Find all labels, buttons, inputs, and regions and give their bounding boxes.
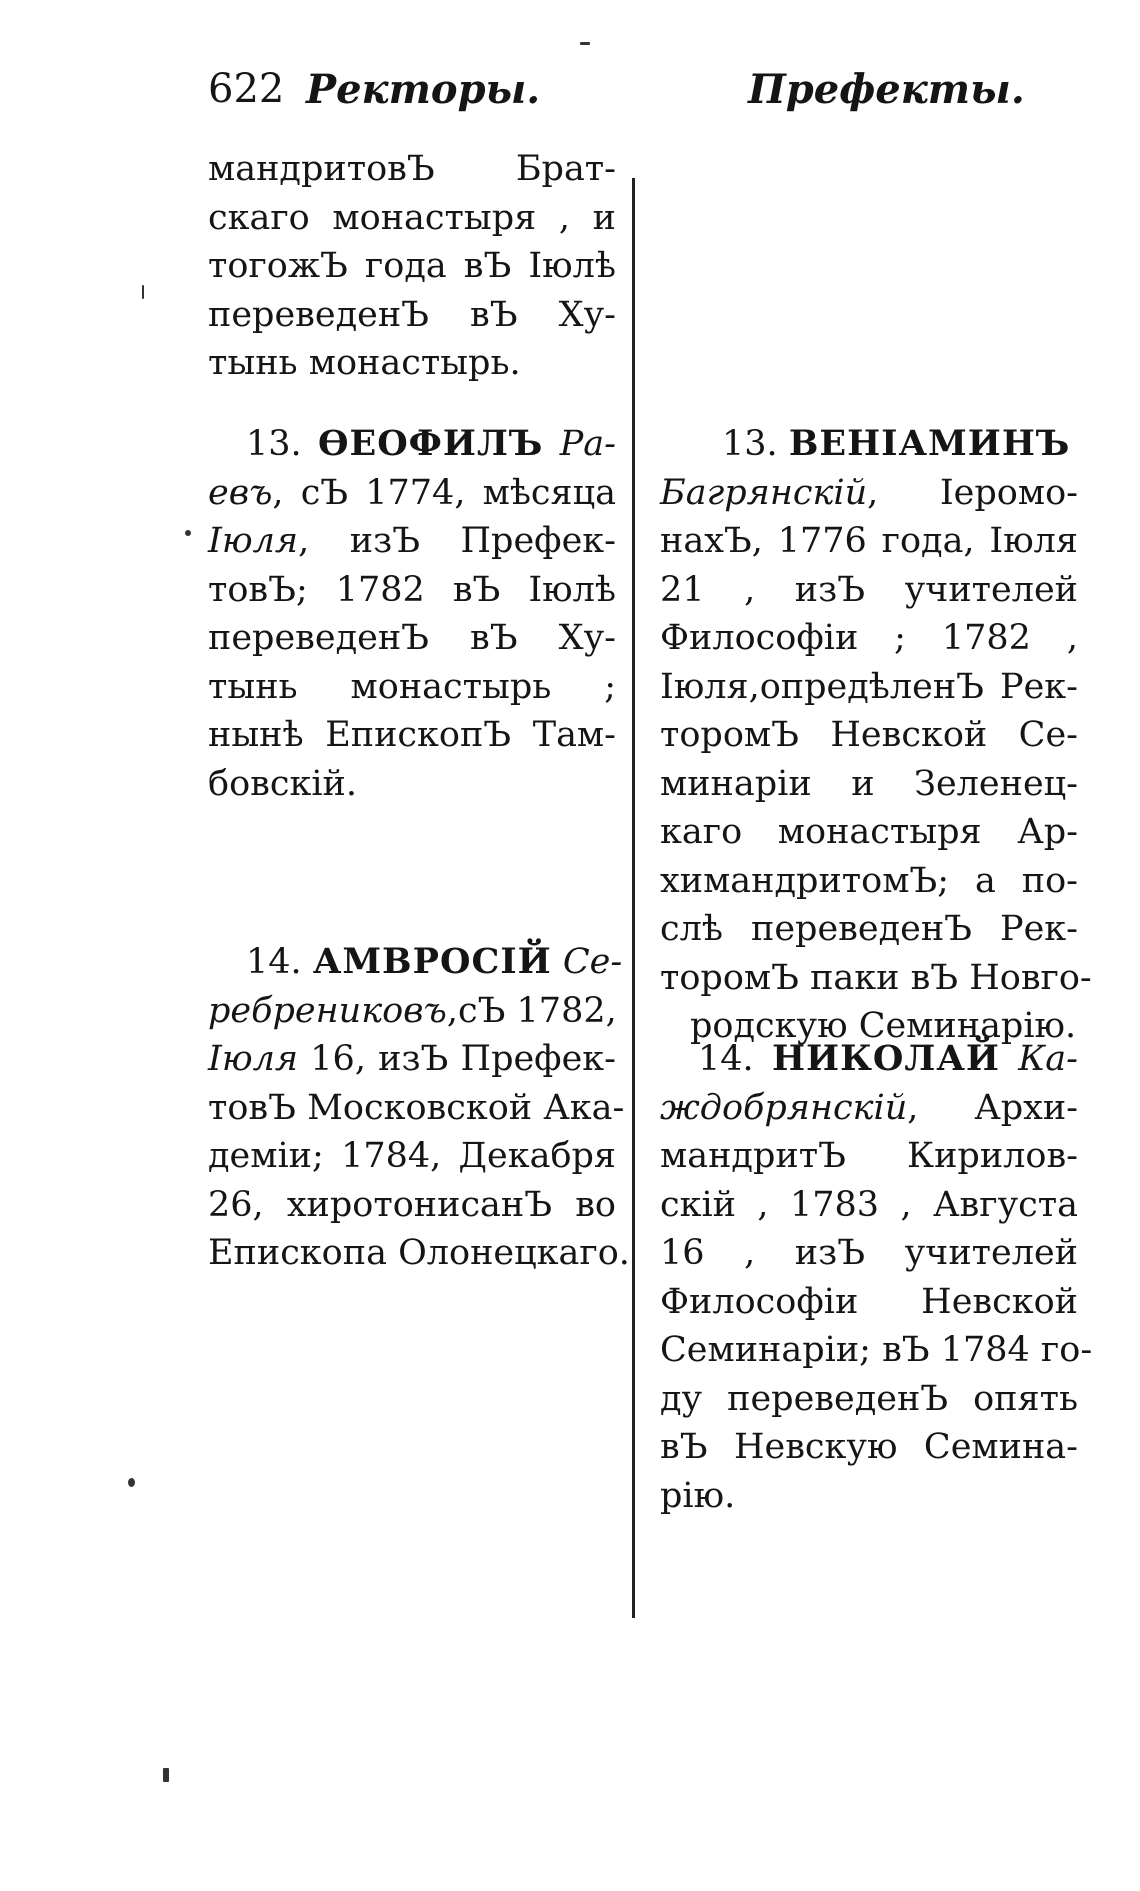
entry-number: 14. bbox=[246, 942, 302, 982]
text-line bbox=[208, 987, 616, 1036]
ink-speck bbox=[142, 285, 144, 299]
text-line: тогожЪ года вЪ Іюлѣ bbox=[208, 246, 616, 286]
entry-number: 14. bbox=[698, 1039, 754, 1079]
ink-speck bbox=[580, 42, 590, 45]
plain-text: ,сЪ 1782, bbox=[446, 990, 617, 1031]
text-line: переведенЪ вЪ Ху- bbox=[208, 618, 616, 658]
text-line: каго монастыря Ар- bbox=[660, 812, 1078, 852]
text-line: Іюля,опредѣленЪ Рек- bbox=[660, 666, 1078, 707]
right-column-title: Префекты. bbox=[748, 66, 1025, 113]
italic-text: ребрениковъ bbox=[208, 990, 447, 1031]
text-line: мандритЪ Кирилов- bbox=[660, 1136, 1078, 1176]
column-divider bbox=[632, 178, 635, 1618]
text-line: тынь монастырь ; bbox=[208, 666, 616, 707]
text-line: Философіи Невской bbox=[660, 1281, 1078, 1322]
text-line: деміи; 1784, Декабря bbox=[208, 1136, 616, 1176]
plain-text: , сЪ 1774, мѣсяца bbox=[272, 472, 616, 513]
text-line: переведенЪ вЪ Ху- bbox=[208, 294, 616, 335]
text-line: товЪ; 1782 вЪ Іюлѣ bbox=[208, 569, 616, 610]
text-line: 16 , изЪ учителей bbox=[660, 1233, 1078, 1273]
text-line: товЪ Московской Ака- bbox=[208, 1087, 625, 1128]
text-line: бовскій. bbox=[208, 763, 357, 804]
plain-text: , Архи- bbox=[907, 1087, 1078, 1128]
text-line: нахЪ, 1776 года, Іюля bbox=[660, 521, 1078, 561]
plain-text: 16, изЪ Префек- bbox=[298, 1039, 616, 1079]
text-line: 26, хиротонисанЪ во bbox=[208, 1184, 616, 1225]
plain-text: , изЪ Префек- bbox=[298, 521, 616, 561]
page-number: 622 bbox=[208, 66, 285, 112]
text-line: торомЪ Невской Се- bbox=[660, 715, 1078, 755]
text-line: вЪ Невскую Семина- bbox=[660, 1427, 1078, 1467]
italic-text: Іюля bbox=[208, 521, 299, 561]
text-line: скій , 1783 , Августа bbox=[660, 1184, 1078, 1225]
entry-name: НИКОЛАЙ bbox=[771, 1038, 1000, 1079]
entry-name: ВЕНІАМИНЪ bbox=[788, 423, 1071, 464]
text-line: тынь монастырь. bbox=[208, 343, 521, 383]
entry-heading bbox=[208, 938, 623, 987]
text-line bbox=[208, 1035, 616, 1084]
text-line: скаго монастыря , и bbox=[208, 197, 616, 238]
entry-number: 13. bbox=[722, 424, 778, 464]
prefect-entry-13 bbox=[660, 420, 1092, 1051]
rector-entry-13 bbox=[208, 420, 616, 808]
entry-name: АМВРОСІЙ bbox=[312, 941, 552, 982]
text-line: 21 , изЪ учителей bbox=[660, 569, 1078, 610]
rector-entry-14 bbox=[208, 938, 630, 1278]
text-line: ду переведенЪ опять bbox=[660, 1378, 1078, 1419]
prefect-entry-14 bbox=[660, 1035, 1093, 1520]
text-line: родскую Семинарію. bbox=[690, 1006, 1077, 1046]
italic-text: евъ bbox=[208, 472, 273, 513]
ink-speck bbox=[163, 1768, 169, 1782]
left-continuation bbox=[208, 145, 616, 388]
entry-name: ѲЕОФИЛЪ bbox=[318, 423, 544, 464]
entry-number: 13. bbox=[246, 424, 302, 464]
text-line: нынѣ ЕпископЪ Там- bbox=[208, 715, 616, 755]
ink-speck bbox=[128, 1478, 135, 1487]
text-line: рію. bbox=[660, 1475, 736, 1516]
italic-text: ждобрянскій bbox=[660, 1087, 908, 1128]
text-line: Семинаріи; вЪ 1784 го- bbox=[660, 1330, 1093, 1370]
entry-heading bbox=[208, 420, 616, 469]
running-header bbox=[208, 62, 1025, 132]
text-line: минаріи и Зеленец- bbox=[660, 763, 1078, 804]
entry-surname-start: Се- bbox=[562, 942, 623, 982]
text-line: торомЪ паки вЪ Новго- bbox=[660, 957, 1092, 998]
text-line: мандритовЪ Брат- bbox=[208, 149, 616, 189]
text-line bbox=[660, 469, 1078, 518]
italic-text: Багрянскій bbox=[660, 472, 868, 513]
italic-text: Іюля bbox=[208, 1039, 299, 1079]
text-line: Епископа Олонецкаго. bbox=[208, 1233, 630, 1273]
ink-speck bbox=[185, 530, 191, 536]
text-line: химандритомЪ; а по- bbox=[660, 860, 1078, 901]
entry-heading bbox=[660, 1035, 1078, 1084]
entry-surname-start: Ка- bbox=[1018, 1039, 1078, 1079]
text-line: слѣ переведенЪ Рек- bbox=[660, 909, 1078, 949]
entry-heading bbox=[660, 420, 1078, 469]
text-line bbox=[208, 517, 616, 566]
text-line bbox=[208, 469, 616, 518]
text-line: Философіи ; 1782 , bbox=[660, 618, 1078, 658]
plain-text: , Іеромо- bbox=[867, 472, 1078, 513]
entry-surname-start: Ра- bbox=[559, 424, 616, 464]
left-column-title: Ректоры. bbox=[306, 66, 541, 113]
text-line bbox=[660, 1084, 1078, 1133]
